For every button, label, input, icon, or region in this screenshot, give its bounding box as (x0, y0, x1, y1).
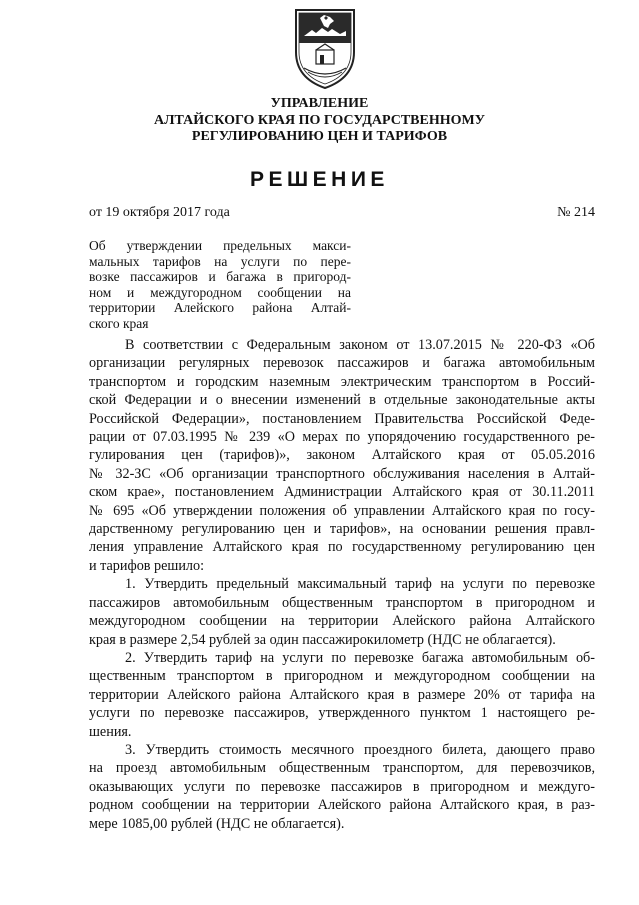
body-line: Российской Федерации», постановлением Правительства Российской Феде- (89, 410, 595, 427)
body-line: оказывающих услуги по перевозке пассажиров в пригородном и междуго- (89, 778, 595, 795)
body-line: 3. Утвердить стоимость месячного проездного билета, дающего право (125, 741, 595, 758)
body-line: края в размере 2,54 рублей за один пассажирокилометр (НДС не облагается). (89, 631, 556, 648)
body-line: на проезд автомобильным общественным транспортом, для перевозчиков, (89, 760, 595, 777)
body-line: 1. Утвердить предельный максимальный тариф на услуги по перевозке (125, 576, 595, 593)
body-line: родном сообщении на территории Алейского района Алтайского края, в раз- (89, 797, 595, 814)
subject-line: ского края (89, 315, 149, 331)
body-line: ской Федерации и о внесении изменений в отдельные законодательные акты (89, 392, 595, 409)
document-body (89, 336, 595, 833)
body-line: территории Алейского района Алтайского края в размере 20% от тарифа на (89, 686, 595, 703)
document-type-title: РЕШЕНИЕ (250, 168, 389, 191)
body-line: шения. (89, 723, 132, 740)
org-line: УПРАВЛЕНИЕ (270, 96, 369, 111)
document-date: от 19 октября 2017 года (89, 205, 230, 220)
subject-line: возке пассажиров и багажа в пригород- (89, 269, 351, 284)
document-number: № 214 (557, 205, 595, 220)
coat-of-arms-icon (290, 6, 360, 90)
body-line: щественным транспортом в пригородном и междугородном сообщении на (89, 668, 595, 685)
body-line: транспортом и городским наземным электрическим транспортом в Россий- (89, 373, 595, 390)
body-line: № 32-ЗС «Об организации транспортного обслуживания населения в Алтай- (89, 465, 595, 482)
subject-line: ном и междугородном сообщении на (89, 284, 351, 300)
body-line: пассажиров автомобильным общественным транспортом в пригородном и (89, 594, 595, 611)
body-line: В соответствии с Федеральным законом от 13.07.2015 № 220-ФЗ «Об (125, 337, 595, 353)
subject-line: Об утверждении предельных макси- (89, 238, 351, 253)
body-line: организации регулярных перевозок пассажиров и багажа автомобильным (89, 355, 595, 372)
body-line: гулирования цен (тарифов)», законом Алтайского края от 05.05.2016 (89, 447, 595, 464)
organization-name (0, 96, 639, 146)
body-line: мере 1085,00 рублей (НДС не облагается). (89, 815, 345, 832)
body-line: и тарифов решило: (89, 557, 205, 574)
subject-line: территории Алейского района Алтай- (89, 300, 351, 315)
document-subject (89, 238, 351, 331)
body-line: 2. Утвердить тариф на услуги по перевозке багажа автомобильным об- (125, 649, 595, 666)
org-line: РЕГУЛИРОВАНИЮ ЦЕН И ТАРИФОВ (191, 129, 448, 144)
body-line: ском крае», постановлением Администрации Алтайского края от 30.11.2011 (89, 484, 595, 501)
body-line: дарственному регулированию цен и тарифов», на основании решения правл- (89, 521, 595, 538)
body-line: междугородном сообщении на территории Алейского района Алтайского (89, 613, 595, 630)
subject-line: мальных тарифов на услуги по пере- (89, 253, 351, 269)
body-line: рации от 07.03.1995 № 239 «О мерах по упорядочению государственного ре- (89, 429, 595, 446)
body-line: услуги по перевозке пассажиров, утвержденного пунктом 1 настоящего ре- (89, 705, 595, 722)
body-line: ления управление Алтайского края по государственному регулированию цен (89, 539, 595, 556)
org-line: АЛТАЙСКОГО КРАЯ ПО ГОСУДАРСТВЕННОМУ (154, 112, 485, 128)
body-line: № 695 «Об утверждении положения об управлении Алтайского края по госу- (89, 502, 595, 519)
